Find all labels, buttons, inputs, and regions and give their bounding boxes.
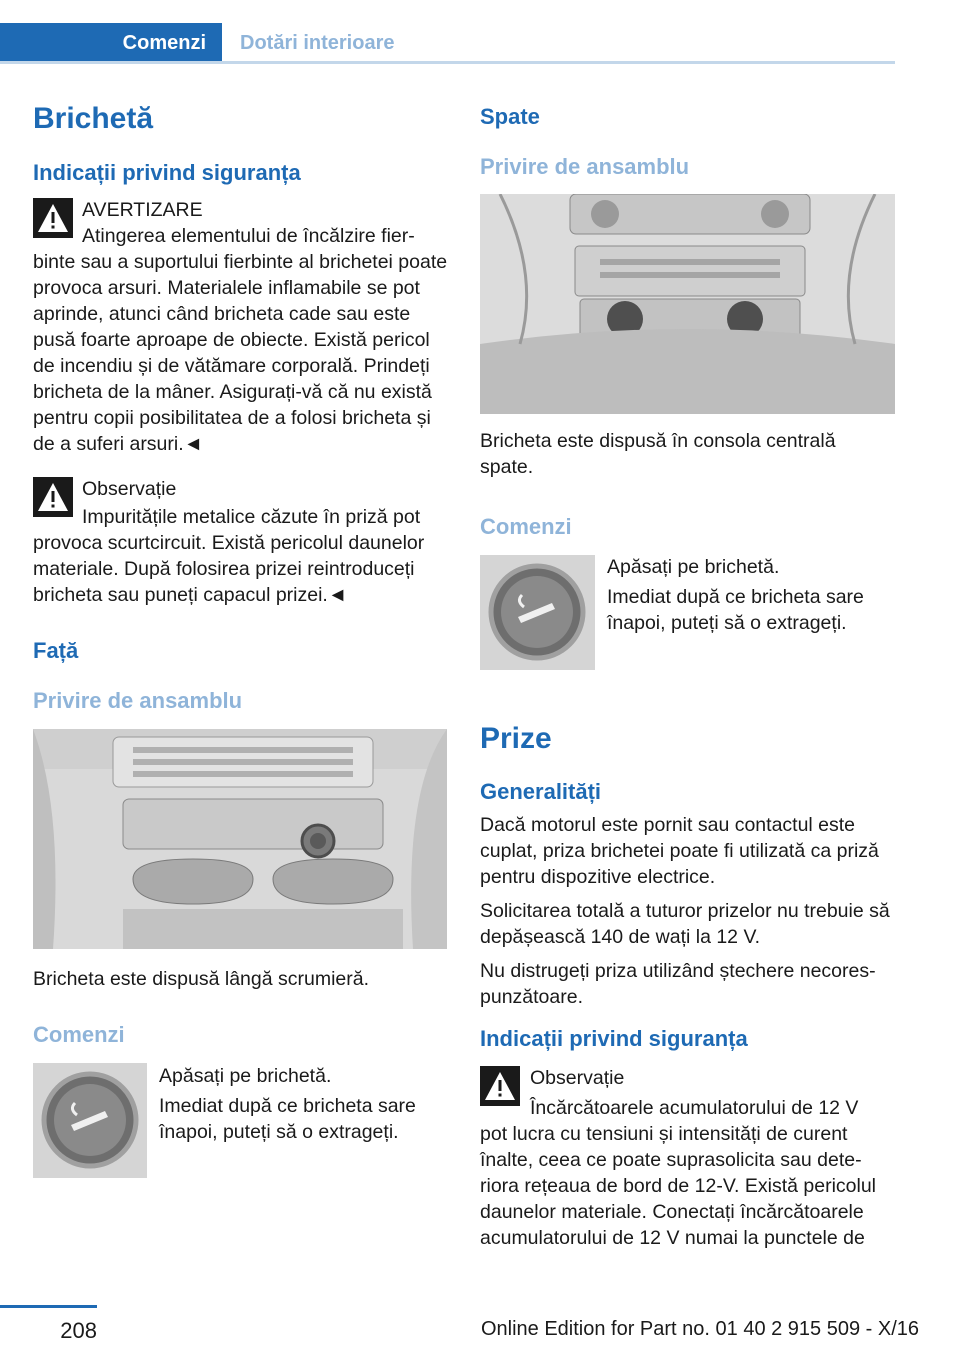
page-number: 208 [60, 1318, 97, 1343]
note-text-first-line: Impuritățile metalice căzute în priză pot [82, 506, 421, 528]
warning-triangle-icon [480, 1066, 520, 1106]
warning-text-first-line: Atingerea elementului de încălzire fier‐ [82, 225, 415, 247]
note-text: pot lucra cu tensiuni și intensități de curent înalte, ceea ce poate suprasolicita sau dete‐riora rețeaua de bord de 12‑V. Există pericolul daunelor materiale. Conectați încărcătoarele acumulatorului de 12 V numai la punctele de [480, 1123, 877, 1249]
front-caption: Bricheta este dispusă lângă scrumieră. [33, 968, 370, 990]
tab-dotari-interioare[interactable]: Dotări interioare [240, 32, 395, 54]
general-paragraph: Dacă motorul este pornit sau contactul este cuplat, priza brichetei poate fi utilizată ca priză pentru dispozitive electrice. [480, 814, 879, 888]
sockets-title: Prize [480, 722, 552, 755]
note-label: Observație [82, 478, 177, 500]
general-paragraph: Nu distrugeți priza utilizând ștechere necores‐punzătoare. [480, 960, 876, 1008]
warning-label: AVERTIZARE [82, 199, 203, 221]
rear-heading: Spate [480, 104, 540, 129]
front-console-image [33, 729, 447, 949]
general-text [480, 812, 892, 1018]
overview-heading: Privire de ansamblu [33, 688, 243, 713]
warning-text: binte sau a suportului fierbinte al brichetei poate provoca arsuri. Materialele inflamabile se pot aprinde, atunci când bricheta cade sau este pusă foarte aproape de obiecte. Există pericol de incendiu și de vătămare corporală. Prindeți bricheta de la mâner. Asigurați-vă că nu există pentru copii posibilitatea de a folosi bricheta și de a suferi arsuri.◄ [33, 251, 448, 455]
lighter-button-image [33, 1063, 147, 1178]
tab-comenzi[interactable]: Comenzi [0, 23, 222, 63]
footer-rule [0, 1305, 97, 1308]
note-text: provoca scurtcircuit. Există pericolul daunelor materiale. După folosirea prizei reintroduceți bricheta sau puneți capacul prizei.◄ [33, 532, 425, 606]
note-text-first-line: Încărcătoarele acumulatorului de 12 V [530, 1097, 859, 1119]
controls-heading: Comenzi [480, 514, 572, 539]
controls-step2: Imediat după ce bricheta sare înapoi, puteți să o extrageți. [607, 586, 864, 634]
rear-caption: Bricheta este dispusă în consola centrală spate. [480, 430, 836, 478]
lighter-button-image [480, 555, 595, 670]
controls-step2: Imediat după ce bricheta sare înapoi, puteți să o extrageți. [159, 1095, 416, 1143]
general-heading: Generalități [480, 779, 602, 804]
header-rule [0, 61, 895, 64]
warning-triangle-icon [33, 477, 73, 517]
controls-heading: Comenzi [33, 1022, 125, 1047]
edition-info: Online Edition for Part no. 01 40 2 915 509 - X/16 [480, 1318, 920, 1340]
warning-triangle-icon [33, 198, 73, 238]
general-paragraph: Solicitarea totală a tuturor prizelor nu trebuie să depășească 140 de wați la 12 V. [480, 900, 890, 948]
overview-heading: Privire de ansamblu [480, 154, 690, 179]
safety-heading: Indicații privind siguranța [33, 160, 301, 185]
rear-console-image [480, 194, 895, 414]
controls-step1: Apăsați pe brichetă. [607, 556, 780, 578]
controls-step1: Apăsați pe brichetă. [159, 1065, 332, 1087]
note-label: Observație [530, 1067, 625, 1089]
page-title: Brichetă [33, 102, 154, 135]
front-heading: Față [33, 638, 79, 663]
safety-heading: Indicații privind siguranța [480, 1026, 748, 1051]
